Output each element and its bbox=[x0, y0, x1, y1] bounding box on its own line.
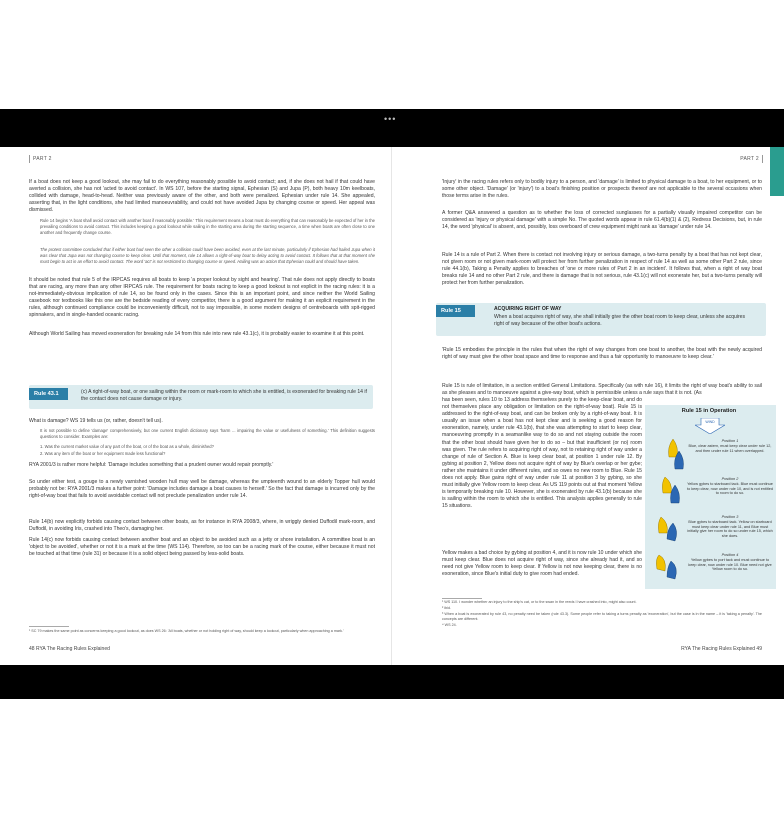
paragraph: 'Injury' in the racing rules refers only to bodily injury to a person, and 'damage' is limited to physical damage to a boat, to her equipment, or to some other object. 'Damage' (or 'injury') to a boat's finishing position or prospects thereof are not applicable to the several occasions when those terms arise in the rules. bbox=[442, 179, 762, 200]
blue-boat-4-icon bbox=[667, 561, 676, 579]
quoted-paragraph: The protest committee concluded that if either boat had seen the other a collision could have been avoided, even at the last minute, particularly if Ephesian had hailed Jupa when it was clear that Jupa was not changing course to keep clear. Until that moment, rule 14 allows a right-of-way boat to delay acting to avoid contact. It follows that at that moment she must begin to act in an effort to avoid contact. The word 'act' is not restricted to changing course or speed. Hailing was an action that Ephesian could and should have taken. bbox=[40, 247, 375, 264]
wind-arrow-icon bbox=[695, 418, 725, 434]
rule-43-1-box bbox=[29, 385, 373, 409]
yellow-boat-1-icon bbox=[669, 439, 678, 457]
position-text: Yellow gybes to starboard tack. Blue must continue to keep clear, now under rule 10, and is not entitled to room to do so. bbox=[687, 481, 773, 496]
rule-15-box bbox=[436, 303, 766, 336]
left-page bbox=[0, 147, 392, 665]
paragraph: 'Rule 15 embodies the principle in the rules that when the right of way changes from one boat to another, the boat with the newly acquired right of way must give the other boat space and time to response and thus a fair opportunity to manoeuvre to keep clear.' bbox=[442, 347, 762, 361]
yellow-boat-3-icon bbox=[658, 517, 667, 533]
chapter-tab bbox=[770, 147, 784, 196]
paragraph: Rule 14 is a rule of Part 2. When there is contact not involving injury or serious damage, a two-turns penalty by a boat that has not kept clear, not given room or not given mark-room will protect her from further penalization in respect of rule 14 as well as some other Part 2 rule, since rule 44.1(b), Taking a Penalty applies to breaches of 'one or more rules of Part 2 in an incident'. It follows that, when a right of way boat breaks rule 14 and no other Part 2 rule, and there is damage that is not serious, rule 43.1(c) will not exonerate her, but a two-turns penalty will protect her from further penalization. bbox=[442, 252, 762, 287]
paragraph: It should be noted that rule 5 of the IRPCAS requires all boats to keep 'a proper lookout by sight and hearing'. That rule does not apply directly to boats that are racing, any more than any other IRPCAS rule. The requirement for boats racing to keep a good lookout is not explicit in the racing rules: it is a not-immediately-obvious implication of rule 14, so be found only in the cases. Since this is an important point, and since neither the World Sailing casebook nor textbooks like this one are the bedside reading of every competitor, there is a good argument for making it an explicit requirement in the rules, although continued compliance could be inconveniently difficult, not to say impossible, in some modern designs of centreboards with spit-rigged spinnakers, and in single-handed oceanic racing. bbox=[29, 277, 375, 319]
running-head: PART 2 bbox=[33, 156, 52, 162]
position-text: Yellow gybes to port tack and must continue to keep clear, now under rule 10. Blue need not give Yellow room to do so. bbox=[688, 557, 772, 572]
blue-boat-2-icon bbox=[671, 485, 680, 503]
position-name: Position 3 bbox=[721, 515, 739, 519]
position-name: Position 4 bbox=[721, 553, 739, 557]
paragraph: RYA 2001/3 is rather more helpful: 'Damage includes something that a prudent owner would repair promptly.' bbox=[29, 462, 274, 468]
paragraph: Rule 15 is rule of limitation, in a section entitled General Limitations. Specifically (as with rule 16), it limits the right of way boat's ability to sail as she pleases and to manoeuvre against a give-way boat, which is permissible unless a rule says that it is not. (As bbox=[442, 383, 762, 397]
footnote: ³ When a boat is exonerated by rule 43, no penalty need be taken (rule 43.3). Some people refer to taking a turns penalty as 'exoneration', but the case is in the name – it is 'taking a penalty'. The concepts are different. bbox=[442, 612, 762, 621]
position-name: Position 1 bbox=[721, 439, 739, 443]
footnote: ¹ SC 79 makes the same point as concerns keeping a good lookout, as does WS 26: 'All boats, whether or not holding right of way, should keep a lookout, particularly when approaching a mark.' bbox=[29, 629, 344, 633]
paragraph: Although World Sailing has moved exoneration for breaking rule 14 from this rule into new rule 43.1(c), it is probably easier to examine it at this point. bbox=[29, 331, 365, 337]
footnote: ¹ WS 110. I wonder whether an injury to the ship's cat, or to the swan in the reeds I have crashed into, might also count. bbox=[442, 600, 637, 604]
rule-text: When a boat acquires right of way, she shall initially give the other boat room to keep clear, unless she acquires right of way because of the other boat's actions. bbox=[494, 314, 746, 327]
yellow-boat-2-icon bbox=[662, 477, 671, 493]
rule-label: Rule 43.1 bbox=[29, 388, 68, 400]
question-item: 1. Was the current market value of any part of the boat, or of the boat as a whole, diminished? bbox=[40, 444, 214, 449]
paragraph: What is damage? WS 19 tells us (or, rather, doesn't tell us). bbox=[29, 418, 163, 424]
running-head-rule bbox=[29, 155, 30, 163]
diagram-position-2 bbox=[687, 477, 773, 496]
rule-title: ACQUIRING RIGHT OF WAY bbox=[494, 306, 562, 312]
diagram-title: Rule 15 in Operation bbox=[681, 408, 737, 414]
quoted-paragraph: Rule 14 begins 'A boat shall avoid contact with another boat if reasonably possible.' This requirement means a boat must do everything that can reasonably be expected of her in the prevailing conditions to avoid contact. This includes keeping a good lookout while sailing in the starting area during the starting sequence, a time when boats are often close to one another and frequently change course. bbox=[40, 218, 375, 235]
page-folio: 48 RYA The Racing Rules Explained bbox=[29, 646, 110, 652]
paragraph: So under either test, a gouge to a newly varnished wooden hull may well be damage, whereas the umpteenth wound to an elderly Topper hull would probably not be: RYA 2001/3 makes a further point: 'Damage includes damage a boat causes to herself.' So the fact that damage is incurred only by the right-of-way boat that fails to avoid avoidable contact will not preclude penalization under rule 14. bbox=[29, 479, 375, 500]
diagram-position-4 bbox=[687, 553, 773, 572]
footnote: ² ibid. bbox=[442, 606, 452, 610]
more-options-icon[interactable]: ••• bbox=[384, 114, 397, 124]
diagram-position-1 bbox=[687, 439, 773, 453]
paragraph: Rule 14(b) now explicitly forbids causing contact between other boats, as for instance in RYA 2008/3, where, in wriggly denied Duffodil mark-room, and Duffodil, in avoiding Iris, crashed into Theo's, damaging her. bbox=[29, 519, 375, 533]
position-name: Position 2 bbox=[721, 477, 739, 481]
rule-text: (c) A right-of-way boat, or one sailing within the room or mark-room to which she is entitled, is exonerated for breaking rule 14 if the contact does not cause damage or injury. bbox=[81, 389, 367, 402]
wind-label: WIND bbox=[705, 420, 715, 424]
yellow-boat-4-icon bbox=[656, 555, 665, 571]
rule-15-diagram bbox=[645, 405, 776, 589]
footnote-divider bbox=[442, 598, 482, 599]
diagram-position-3 bbox=[687, 515, 773, 539]
blue-boat-3-icon bbox=[667, 523, 677, 541]
paragraph: has been seen, rules 10 to 13 address themselves purely to the keep-clear boat, and do not themselves place any obligation or limitation on the right-of-way boat). Rule 15 is addressed to the right-of-way boat, and can be broken only by a right-of-way boat. It is usually an issue when a boat has not kept clear and is seeking a good reason for exoneration, namely, under rule 43.1(b), that she was attempting to start to keep clear, manoeuvring promptly in a seamanlike way to do so and not staying outside the room that the other boat should have given her to do so – but that insufficient (or no) room was given. The rule refers to acquiring right of way, not to retaining right of way under a change of rule of Section A. Blue is keep clear boat, at position 1 under rule 12. By gybing at position 2, Yellow does not acquire right of way by Blue's overlap or her gybe; rather she maintains it under different rules, and so owes no new room to Blue. Rule 15 does not apply. Blue gains right of way under rule 11 at position 3 by gybing, so she must initially give Yellow room to keep clear. As US 119 points out at that moment Yellow is temporarily breaking rule 10. However, she is exonerated by rule 43.1(b) because she is sailing within the room to which she is entitled. This analysis applies generally to rule 15 situations. bbox=[442, 397, 642, 510]
position-text: Blue gybes to starboard tack. Yellow on starboard must keep clear under rule 11, and Blue must initially give her room to do so under rule 15, which she does. bbox=[687, 519, 773, 539]
question-item: 2. Was any item of the boat or her equipment made less functional? bbox=[40, 451, 166, 456]
boats-diagram bbox=[649, 437, 689, 587]
page-folio: RYA The Racing Rules Explained 49 bbox=[681, 646, 762, 652]
paragraph: If a boat does not keep a good lookout, she may fail to do everything reasonably possible to avoid contact; and, if she does not hail if that could have averted a collision, she has not 'acted to avoid contact'. In WS 107, before the starting signal, Ephesian (S) and Jupa (P), both heavy 10m keelboats, collided with damage, head-to-head. Neither was previously aware of the other, and both were penalized. Ephesian under rule 14. She appealed, asserting that, in the light conditions, she had limited manoeuvrability, and could not have avoided Jupa by changing course or speed. Her appeal was dismissed. bbox=[29, 179, 375, 214]
footnote-divider bbox=[29, 626, 69, 627]
book-spread bbox=[0, 147, 784, 665]
rule-label: Rule 15 bbox=[436, 305, 475, 317]
running-head: PART 2 bbox=[740, 156, 759, 162]
quoted-paragraph: It is not possible to define 'damage' comprehensively, but one current English dictionary says 'harm ... impairing the value or usefulness of something.' This definition suggests questions to consider. Examples are: bbox=[40, 428, 375, 439]
running-head-rule bbox=[762, 155, 763, 163]
paragraph: Rule 14(c) now forbids causing contact between another boat and an object to be avoided such as a jetty or shore installation. A committee boat is an 'object to be avoided', whether or not it is a mark at the time (WS 114). Therefore, so too can be a racing mark of the course, either because it must not be touched at that time (rule 31) or because it is a solid object being passed by less-solid boats. bbox=[29, 537, 375, 558]
paragraph: A former Q&A answered a question as to whether the loss of corrected sunglasses for a partially visually impaired competitor can be considered as 'injury or physical damage' with a simple No. The quoted words appear in rule 61.4(b)(1) & (2), Redress Decisions, but, in rule 14, the word 'physical' is absent, and, possibly, loss overboard of crew equipment might rank as 'damage' under rule 14. bbox=[442, 210, 762, 231]
position-text: Blue, clear astern, must keep clear under rule 12, and then under rule 11 when overlapped. bbox=[688, 443, 772, 453]
viewer-bottom-bar bbox=[0, 665, 784, 699]
footnote: ⁴ WS 24. bbox=[442, 623, 457, 627]
paragraph: Yellow makes a bad choice by gybing at position 4, and it is now rule 10 under which she must keep clear. Blue does not acquire right of way, since she already had it, and so need not give Yellow room to keep clear. If Yellow is not now keeping clear, there is no exoneration, since Blue's initial duty to give room had ended. bbox=[442, 550, 642, 578]
